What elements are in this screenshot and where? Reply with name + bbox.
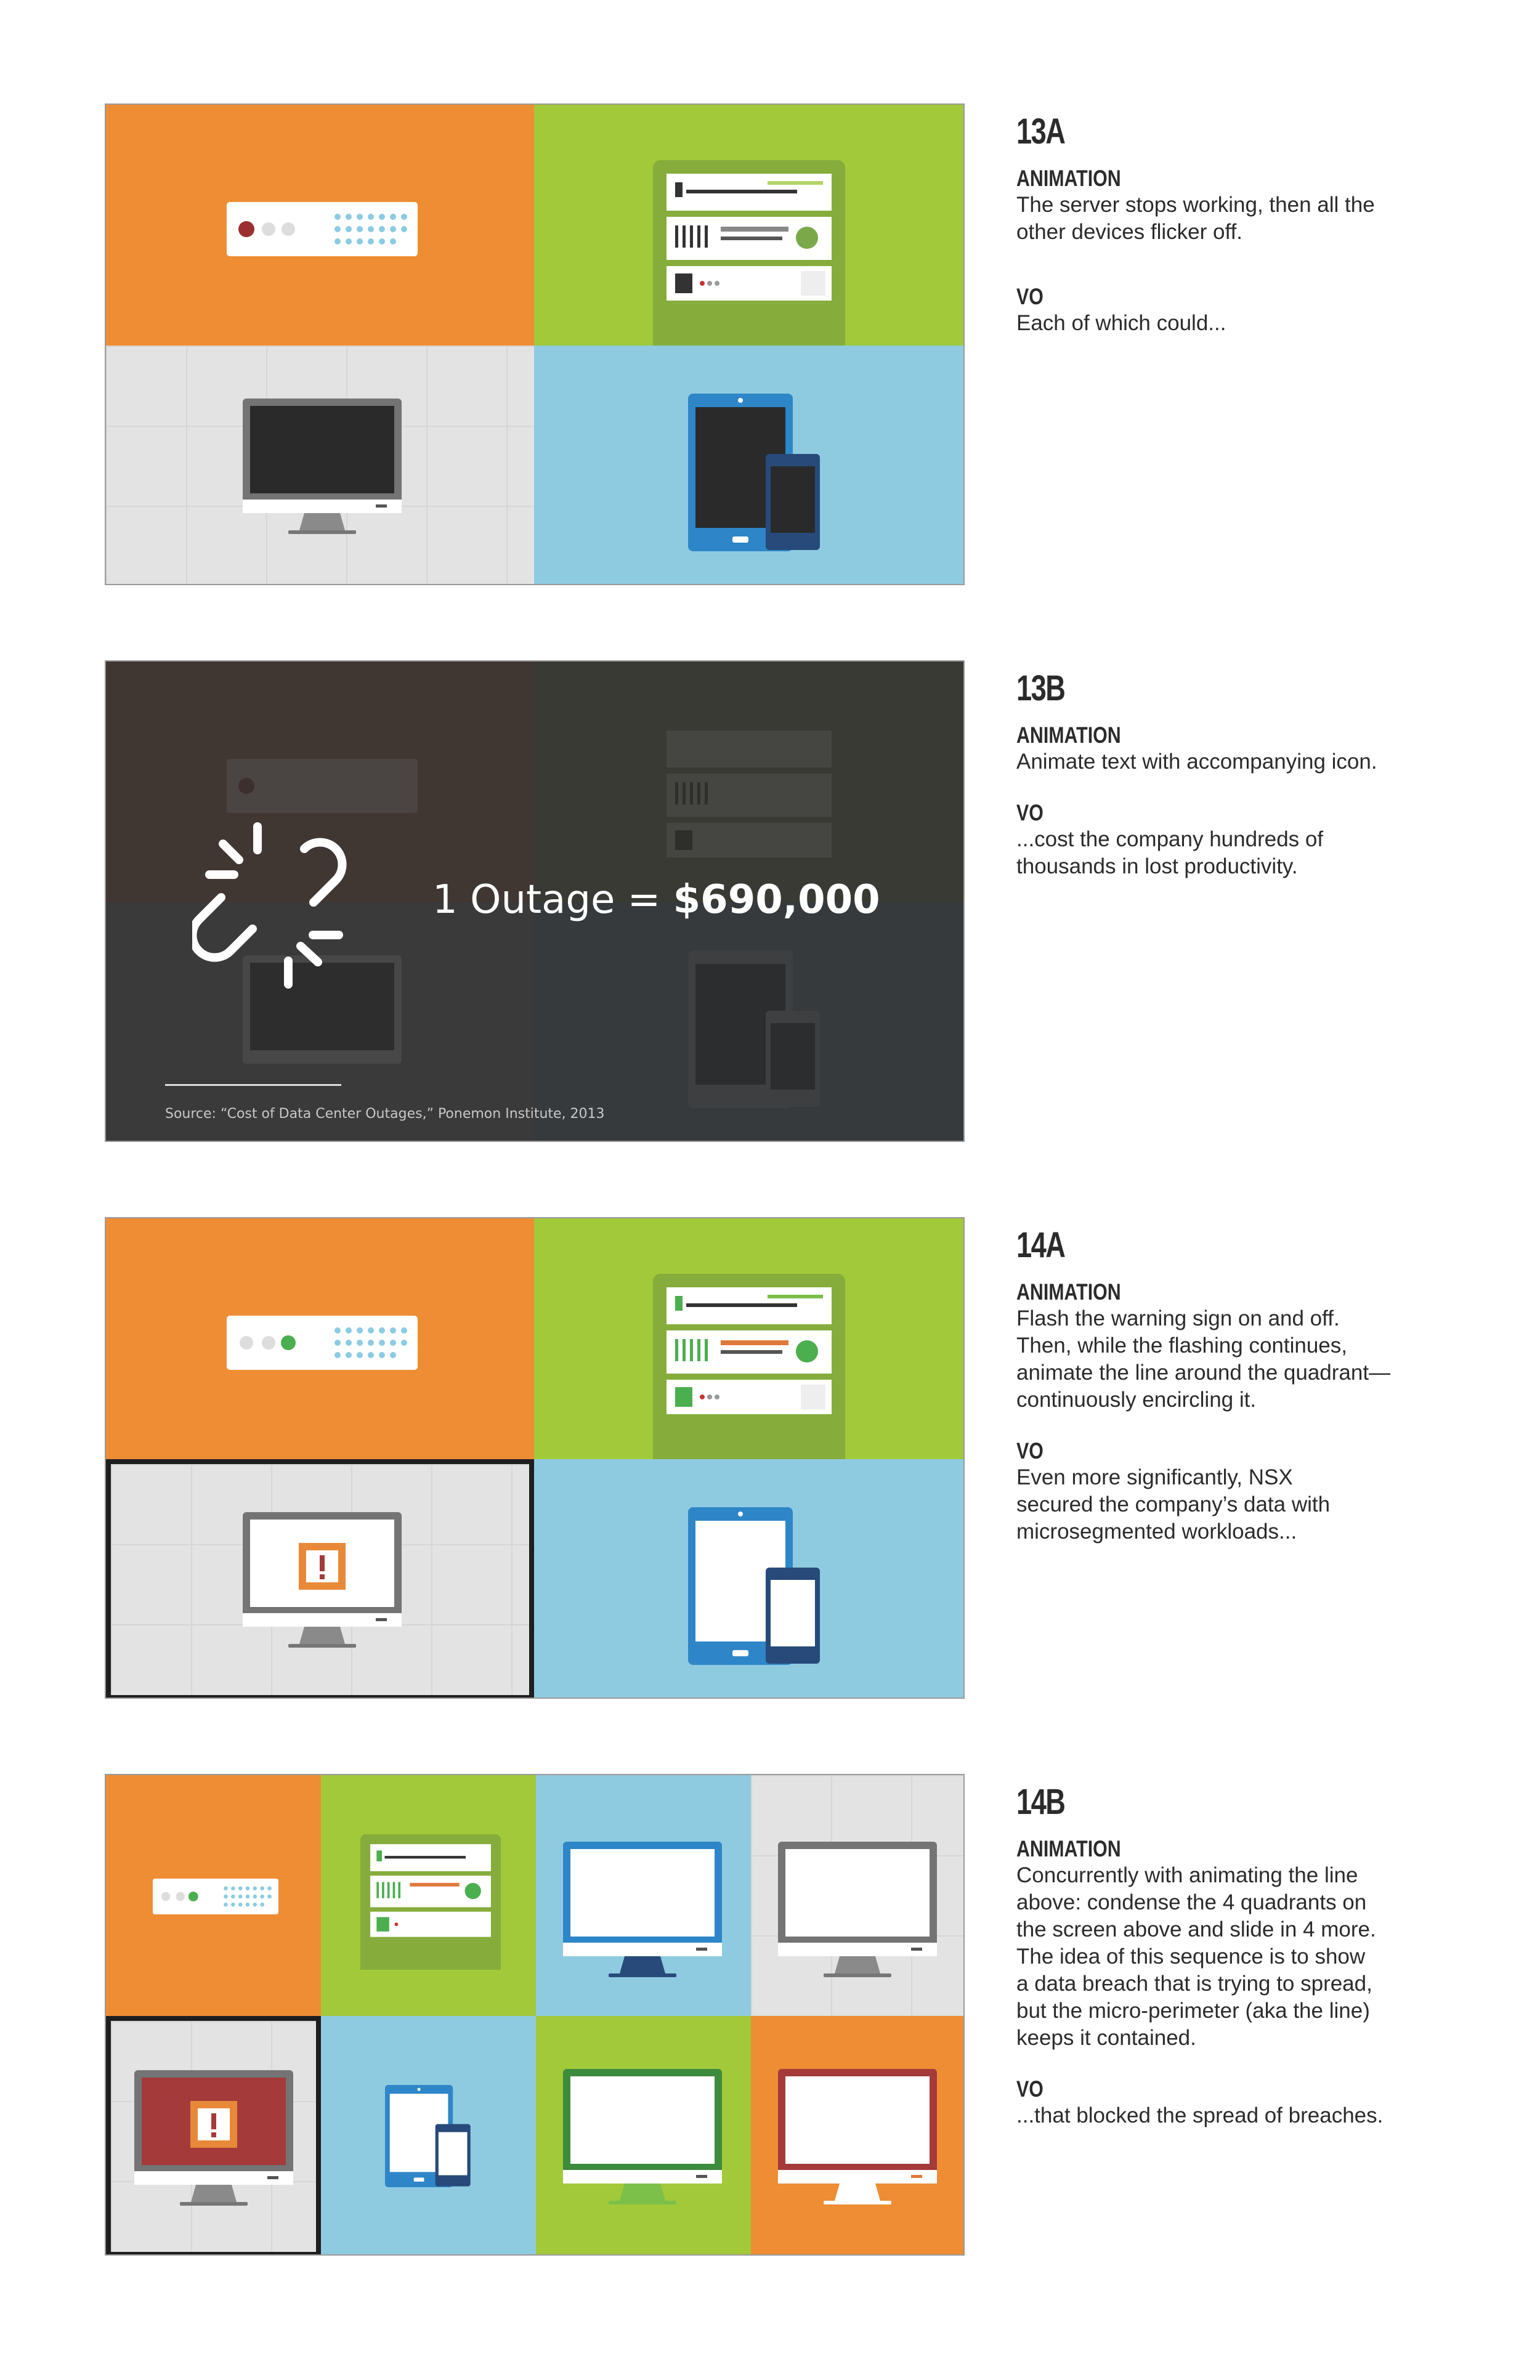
monitor-icon: [134, 2070, 293, 2209]
outage-cost-stat: [432, 877, 880, 923]
cell-mobile: [321, 2016, 536, 2256]
vo-text: Even more significantly, NSX secured the company’s data with microsegmented workloads...: [1016, 1465, 1331, 1544]
description-14a: [1016, 1224, 1448, 1545]
storyboard-frame-13b: [105, 660, 965, 1142]
cell-desktop-orange: [751, 2016, 965, 2256]
quadrant-server: [106, 1218, 534, 1459]
panel-label: 13B: [1016, 668, 1065, 708]
warning-icon: [190, 2101, 237, 2148]
description-13a: [1016, 111, 1448, 337]
animation-text: Animate text with accompanying icon.: [1016, 750, 1377, 774]
monitor-icon: [778, 1842, 937, 1981]
monitor-icon: [778, 2069, 937, 2208]
server-icon: [227, 1316, 418, 1370]
rack-icon: [653, 160, 845, 346]
monitor-icon: [563, 2069, 722, 2208]
server-icon: [227, 759, 418, 813]
rack-icon: [360, 1834, 501, 1970]
vo-text: Each of which could...: [1016, 311, 1226, 335]
stat-amount: $690,000: [673, 877, 880, 923]
panel-label: 14B: [1016, 1782, 1065, 1822]
storyboard-frame-13a: [105, 103, 965, 585]
vo-heading: VO: [1016, 2076, 1044, 2102]
panel-label: 14A: [1016, 1225, 1065, 1265]
animation-text: Concurrently with animating the line above: condense the 4 quadrants on the screen above and slide in 4 more. The idea of this sequence is to show a data breach that is trying to spread, but the micro-perimeter (aka the line) keeps it contained.: [1016, 1863, 1376, 2050]
quadrant-desktop: [106, 346, 534, 585]
tablet-phone-icon: [688, 950, 821, 1108]
stat-prefix: 1 Outage =: [432, 877, 673, 923]
dim-quadrant-rack: [534, 662, 965, 902]
animation-heading: ANIMATION: [1016, 722, 1121, 748]
source-citation: Source: “Cost of Data Center Outages,” Ponemon Institute, 2013: [165, 1106, 605, 1122]
storyboard-frame-14b: [105, 1774, 965, 2256]
tablet-phone-icon: [688, 394, 821, 551]
monitor-icon: [243, 1512, 402, 1651]
description-13b: [1016, 668, 1448, 880]
animation-text: Flash the warning sign on and off. Then, while the flashing continues, animate the line around the quadrant— continuously encircling it.: [1016, 1306, 1391, 1412]
cell-rack: [321, 1775, 536, 2016]
quadrant-desktop-contained: [106, 1459, 534, 1699]
warning-icon: [299, 1543, 346, 1590]
cell-desktop-green: [536, 2016, 751, 2256]
storyboard-frame-14a: [105, 1217, 965, 1699]
monitor-icon: [243, 399, 402, 538]
quadrant-rack: [534, 1218, 965, 1459]
cell-desktop-blue: [536, 1775, 751, 2016]
rack-icon: [653, 717, 845, 902]
animation-text: The server stops working, then all the other devices flicker off.: [1016, 193, 1375, 244]
animation-heading: ANIMATION: [1016, 1279, 1121, 1305]
server-icon: [153, 1879, 278, 1914]
cell-server: [106, 1775, 321, 2016]
animation-heading: ANIMATION: [1016, 166, 1121, 191]
cell-breached-desktop-contained: [106, 2016, 321, 2256]
quadrant-server: [106, 105, 534, 346]
source-divider: [165, 1084, 341, 1086]
tablet-phone-icon: [385, 2085, 471, 2187]
vo-heading: VO: [1016, 1438, 1044, 1463]
vo-text: ...cost the company hundreds of thousands in lost productivity.: [1016, 827, 1324, 878]
vo-heading: VO: [1016, 284, 1044, 309]
vo-text: ...that blocked the spread of breaches.: [1016, 2103, 1384, 2127]
description-14b: [1016, 1781, 1448, 2129]
quadrant-mobile: [534, 1459, 965, 1699]
server-icon: [227, 202, 418, 256]
rack-icon: [653, 1274, 845, 1459]
panel-label: 13A: [1016, 111, 1065, 152]
quadrant-mobile: [534, 346, 965, 585]
quadrant-rack: [534, 105, 965, 346]
broken-link-icon: [192, 819, 365, 992]
animation-heading: ANIMATION: [1016, 1836, 1121, 1861]
cell-desktop-grey: [751, 1775, 965, 2016]
vo-heading: VO: [1016, 800, 1044, 825]
monitor-icon: [563, 1842, 722, 1981]
tablet-phone-icon: [688, 1507, 821, 1665]
